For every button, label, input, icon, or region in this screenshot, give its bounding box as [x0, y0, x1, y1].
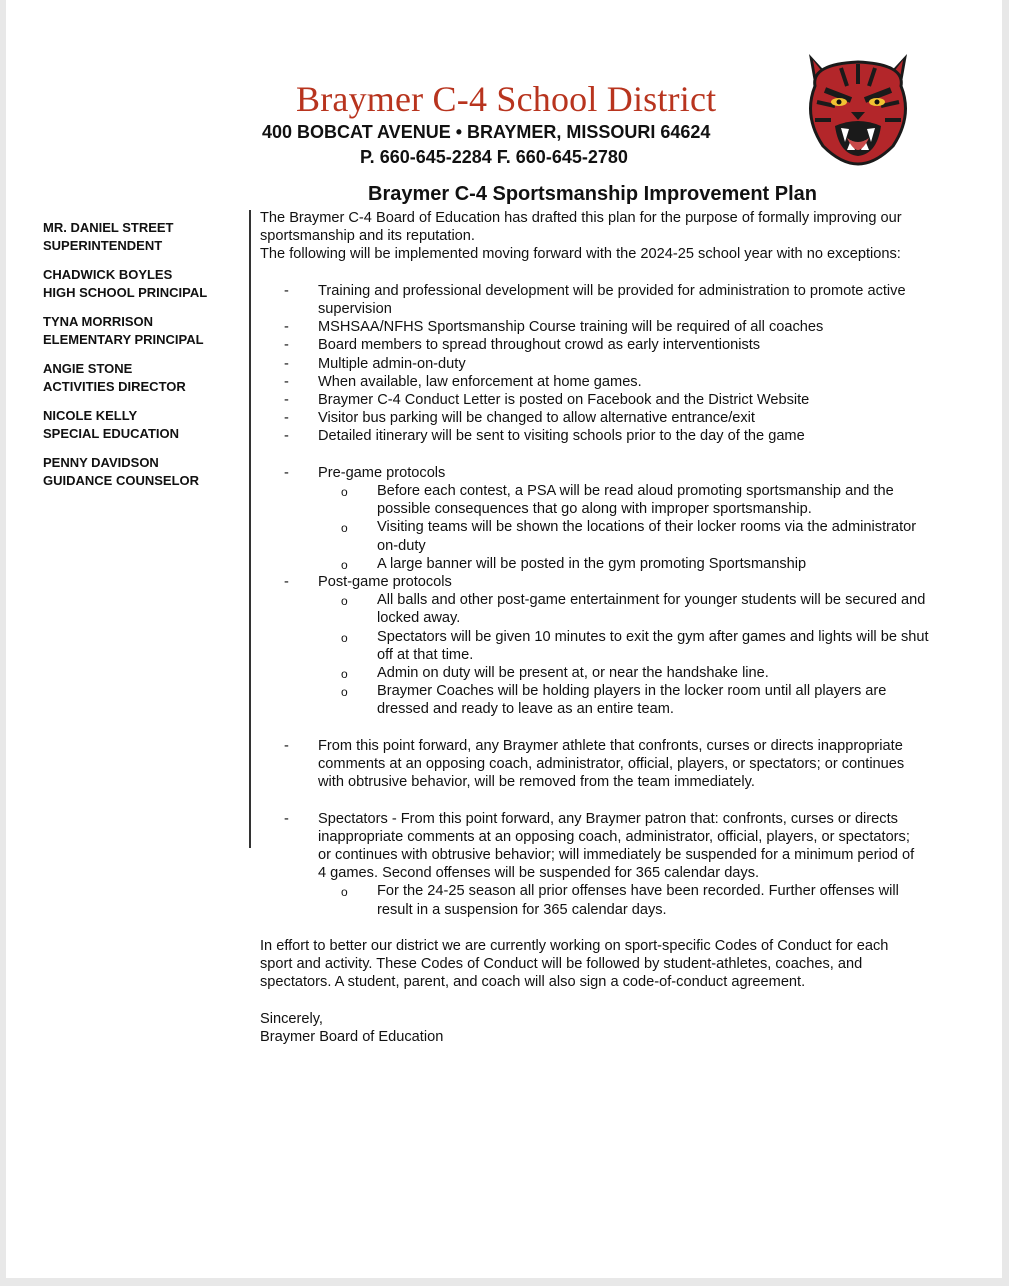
- district-name: Braymer C-4 School District: [296, 79, 717, 119]
- list-text: comments at an opposing coach, administrator, official, players, or spectators; or continues: [318, 756, 905, 773]
- list-text: dressed and ready to leave as an entire team.: [377, 701, 674, 718]
- list-text: 4 games. Second offenses will be suspended for 365 calendar days.: [318, 865, 760, 882]
- staff-name: NICOLE KELLY: [43, 408, 138, 423]
- circle-bullet: o: [341, 557, 348, 572]
- dash-bullet: -: [284, 410, 289, 427]
- staff-role: SUPERINTENDENT: [43, 238, 163, 253]
- dash-bullet: -: [284, 810, 289, 827]
- staff-entry: [43, 313, 243, 349]
- dash-bullet: -: [284, 392, 289, 409]
- circle-bullet: o: [341, 667, 348, 682]
- list-text: All balls and other post-game entertainment for younger students will be secured and: [377, 592, 926, 609]
- sub-list-item: [260, 555, 990, 573]
- list-text: Braymer Coaches will be holding players in the locker room until all players are: [377, 683, 887, 700]
- closing-line: sport and activity. These Codes of Conduct will be followed by student-athletes, coaches, and: [260, 956, 863, 973]
- list-item: [260, 282, 990, 318]
- list-item: [260, 409, 990, 427]
- sub-list-item: [260, 518, 990, 554]
- dash-bullet: -: [284, 737, 289, 754]
- document-page: [6, 0, 1002, 1278]
- dash-bullet: -: [284, 464, 289, 481]
- circle-bullet: o: [341, 685, 348, 700]
- staff-entry: [43, 360, 243, 396]
- staff-role: GUIDANCE COUNSELOR: [43, 473, 200, 488]
- list-text: off at that time.: [377, 646, 474, 663]
- list-text: Training and professional development will be provided for administration to promote active: [318, 282, 906, 299]
- staff-role: ELEMENTARY PRINCIPAL: [43, 332, 204, 347]
- list-item-athletes: [260, 737, 990, 792]
- plan-title: Braymer C-4 Sportsmanship Improvement Plan: [368, 183, 818, 205]
- list-text: Spectators - From this point forward, any Braymer patron that: confronts, curses or directs: [318, 810, 898, 827]
- list-text: Before each contest, a PSA will be read aloud promoting sportsmanship and the: [377, 483, 894, 500]
- list-text: For the 24-25 season all prior offenses have been recorded. Further offenses will: [377, 883, 899, 900]
- list-text: Pre-game protocols: [318, 464, 446, 481]
- staff-name: TYNA MORRISON: [43, 314, 154, 329]
- dash-bullet: -: [284, 337, 289, 354]
- sub-list-item: [260, 882, 990, 918]
- closing-line: In effort to better our district we are currently working on sport-specific Codes of Conduct for each: [260, 938, 889, 955]
- list-text: inappropriate comments at an opposing coach, administrator, official, players, or spectators;: [318, 828, 910, 845]
- intro-line: The following will be implemented moving forward with the 2024-25 school year with no exceptions:: [260, 246, 901, 263]
- dash-bullet: -: [284, 373, 289, 390]
- sub-list-item: [260, 682, 990, 718]
- dash-bullet: -: [284, 282, 289, 299]
- dash-bullet: -: [284, 428, 289, 445]
- list-text: supervision: [318, 301, 392, 317]
- list-text: MSHSAA/NFHS Sportsmanship Course training will be required of all coaches: [318, 319, 824, 336]
- list-text: with obtrusive behavior, will be removed from the team immediately.: [318, 774, 755, 791]
- list-text: result in a suspension for 365 calendar days.: [377, 901, 667, 918]
- list-text: Detailed itinerary will be sent to visiting schools prior to the day of the game: [318, 428, 805, 445]
- staff-entry: [43, 454, 243, 490]
- list-text: From this point forward, any Braymer athlete that confronts, curses or directs inappropriate: [318, 737, 903, 754]
- staff-role: HIGH SCHOOL PRINCIPAL: [43, 285, 208, 300]
- staff-directory: [43, 219, 243, 501]
- list-item-postgame: [260, 573, 990, 591]
- district-address: 400 BOBCAT AVENUE • BRAYMER, MISSOURI 64624: [262, 122, 711, 142]
- list-item: [260, 391, 990, 409]
- circle-bullet: o: [341, 885, 348, 900]
- list-text: Visiting teams will be shown the locations of their locker rooms via the administrator: [377, 519, 917, 536]
- plan-body: [260, 209, 990, 1046]
- staff-role: ACTIVITIES DIRECTOR: [43, 379, 186, 394]
- list-text: possible consequences that go along with improper sportsmanship.: [377, 501, 812, 518]
- staff-name: ANGIE STONE: [43, 361, 133, 376]
- list-text: When available, law enforcement at home games.: [318, 373, 642, 390]
- list-item: [260, 373, 990, 391]
- circle-bullet: o: [341, 485, 348, 500]
- sub-list-item: [260, 591, 990, 627]
- circle-bullet: o: [341, 521, 348, 536]
- list-text: A large banner will be posted in the gym promoting Sportsmanship: [377, 555, 807, 572]
- sub-list-item: [260, 628, 990, 664]
- signature-name: Braymer Board of Education: [260, 1029, 444, 1046]
- list-text: Admin on duty will be present at, or near the handshake line.: [377, 665, 769, 682]
- list-item: [260, 336, 990, 354]
- list-text: Visitor bus parking will be changed to allow alternative entrance/exit: [318, 410, 755, 427]
- circle-bullet: o: [341, 630, 348, 645]
- sub-list-item: [260, 482, 990, 518]
- list-text: or continues with obtrusive behavior; will immediately be suspended for a minimum period of: [318, 847, 915, 864]
- bobcat-mascot-icon: [801, 46, 915, 166]
- closing-line: spectators. A student, parent, and coach will also sign a code-of-conduct agreement.: [260, 974, 806, 991]
- vertical-divider: [249, 210, 251, 848]
- sub-list-item: [260, 664, 990, 682]
- list-text: Board members to spread throughout crowd as early interventionists: [318, 337, 761, 354]
- list-text: Post-game protocols: [318, 574, 452, 591]
- staff-name: MR. DANIEL STREET: [43, 220, 174, 235]
- staff-name: CHADWICK BOYLES: [43, 267, 173, 282]
- list-item: [260, 355, 990, 373]
- staff-entry: [43, 407, 243, 443]
- list-item: [260, 427, 990, 445]
- staff-entry: [43, 219, 243, 255]
- list-text: Spectators will be given 10 minutes to exit the gym after games and lights will be shut: [377, 628, 929, 645]
- list-item-spectators: [260, 810, 990, 883]
- list-text: locked away.: [377, 610, 461, 627]
- list-text: Braymer C-4 Conduct Letter is posted on Facebook and the District Website: [318, 392, 810, 409]
- signoff-line: Sincerely,: [260, 1010, 323, 1027]
- dash-bullet: -: [284, 319, 289, 336]
- dash-bullet: -: [284, 574, 289, 591]
- list-text: on-duty: [377, 537, 426, 554]
- list-item-pregame: [260, 464, 990, 482]
- intro-line: The Braymer C-4 Board of Education has drafted this plan for the purpose of formally improving our: [260, 210, 902, 226]
- list-item: [260, 318, 990, 336]
- dash-bullet: -: [284, 355, 289, 372]
- staff-name: PENNY DAVIDSON: [43, 455, 159, 470]
- staff-entry: [43, 266, 243, 302]
- list-text: Multiple admin-on-duty: [318, 355, 466, 372]
- district-phone: P. 660-645-2284 F. 660-645-2780: [360, 147, 628, 167]
- circle-bullet: o: [341, 594, 348, 609]
- staff-role: SPECIAL EDUCATION: [43, 426, 180, 441]
- intro-line: sportsmanship and its reputation.: [260, 228, 475, 245]
